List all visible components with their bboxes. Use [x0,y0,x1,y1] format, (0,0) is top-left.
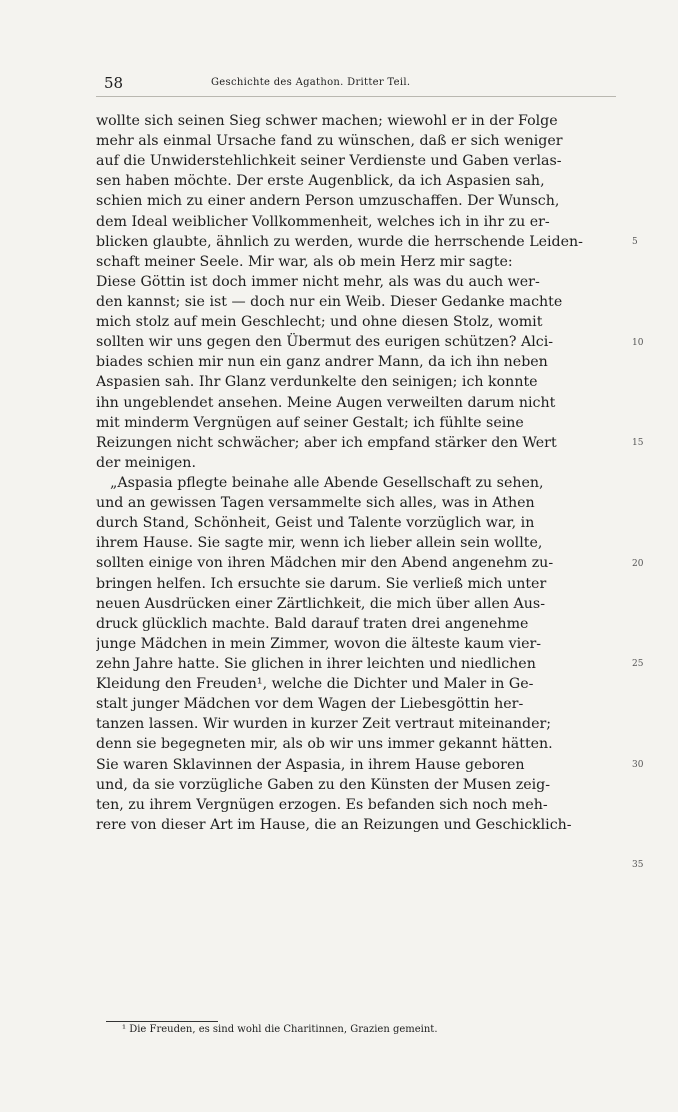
text-line: ihn ungeblendet ansehen. Meine Augen verweilten darum nicht [96,394,556,411]
text-line: Diese Göttin ist doch immer nicht mehr, als was du auch wer- [96,273,540,290]
line-number: 25 [632,659,644,669]
page-number: 58 [104,74,124,92]
text-line: junge Mädchen in mein Zimmer, wovon die älteste kaum vier- [96,635,542,652]
text-line: zehn Jahre hatte. Sie glichen in ihrer leichten und niedlichen [96,655,536,672]
text-line: den kannst; sie ist — doch nur ein Weib. Dieser Gedanke machte [96,293,563,310]
text-line: rere von dieser Art im Hause, die an Reizungen und Geschicklich- [96,816,572,833]
text-line: denn sie begegneten mir, als ob wir uns immer gekannt hätten. [96,736,553,753]
page-header [96,72,616,97]
text-line: und an gewissen Tagen versammelte sich alles, was in Athen [96,495,535,512]
footnote: ¹ Die Freuden, es sind wohl die Charitinnen, Grazien gemeint. [122,1024,438,1035]
text-line: mehr als einmal Ursache fand zu wünschen, daß er sich weniger [96,133,563,150]
text-line: sen haben möchte. Der erste Augenblick, da ich Aspasien sah, [96,173,545,190]
line-number: 30 [632,760,644,770]
text-line: mit minderm Vergnügen auf seiner Gestalt; ich fühlte seine [96,414,524,431]
text-line: Sie waren Sklavinnen der Aspasia, in ihrem Hause geboren [96,756,525,773]
line-number: 20 [632,559,644,569]
text-line: Aspasien sah. Ihr Glanz verdunkelte den seinigen; ich konnte [96,374,538,391]
text-line: der meinigen. [96,454,196,471]
text-line: ten, zu ihrem Vergnügen erzogen. Es befanden sich noch meh- [96,796,548,813]
text-line: biades schien mir nun ein ganz andrer Mann, da ich ihn neben [96,354,548,371]
text-line: sollten wir uns gegen den Übermut des eurigen schützen? Alci- [96,334,554,351]
text-line: schaft meiner Seele. Mir war, als ob mein Herz mir sagte: [96,253,513,270]
text-line: tanzen lassen. Wir wurden in kurzer Zeit vertraut miteinander; [96,716,552,733]
text-body [96,111,616,835]
text-line: stalt junger Mädchen vor dem Wagen der Liebesgöttin her- [96,696,524,713]
text-line: dem Ideal weiblicher Vollkommenheit, welches ich in ihr zu er- [96,213,550,230]
running-title: Geschichte des Agathon. Dritter Teil. [211,77,411,88]
text-line: auf die Unwiderstehlichkeit seiner Verdienste und Gaben verlas- [96,153,562,170]
text-line: wollte sich seinen Sieg schwer machen; wiewohl er in der Folge [96,113,558,129]
line-number: 15 [632,438,644,448]
text-line: mich stolz auf mein Geschlecht; und ohne diesen Stolz, womit [96,314,543,331]
footnote-rule [106,1021,218,1022]
text-line: durch Stand, Schönheit, Geist und Talente vorzüglich war, in [96,515,535,532]
text-line: „Aspasia pflegte beinahe alle Abende Gesellschaft zu sehen, [110,474,544,491]
text-line: neuen Ausdrücken einer Zärtlichkeit, die mich über allen Aus- [96,595,545,612]
text-line: ihrem Hause. Sie sagte mir, wenn ich lieber allein sein wollte, [96,535,543,552]
line-number: 35 [632,860,644,870]
text-line: sollten einige von ihren Mädchen mir den Abend angenehm zu- [96,555,554,572]
text-line: Kleidung den Freuden¹, welche die Dichter und Maler in Ge- [96,676,534,693]
text-line: und, da sie vorzügliche Gaben zu den Künsten der Musen zeig- [96,776,551,793]
text-line: bringen helfen. Ich ersuchte sie darum. Sie verließ mich unter [96,575,547,592]
line-number: 5 [632,237,638,247]
text-line: blicken glaubte, ähnlich zu werden, wurde die herrschende Leiden- [96,233,583,250]
line-number: 10 [632,338,644,348]
text-line: Reizungen nicht schwächer; aber ich empfand stärker den Wert [96,434,557,451]
text-line: schien mich zu einer andern Person umzuschaffen. Der Wunsch, [96,193,560,210]
text-line: druck glücklich machte. Bald darauf traten drei angenehme [96,615,529,632]
